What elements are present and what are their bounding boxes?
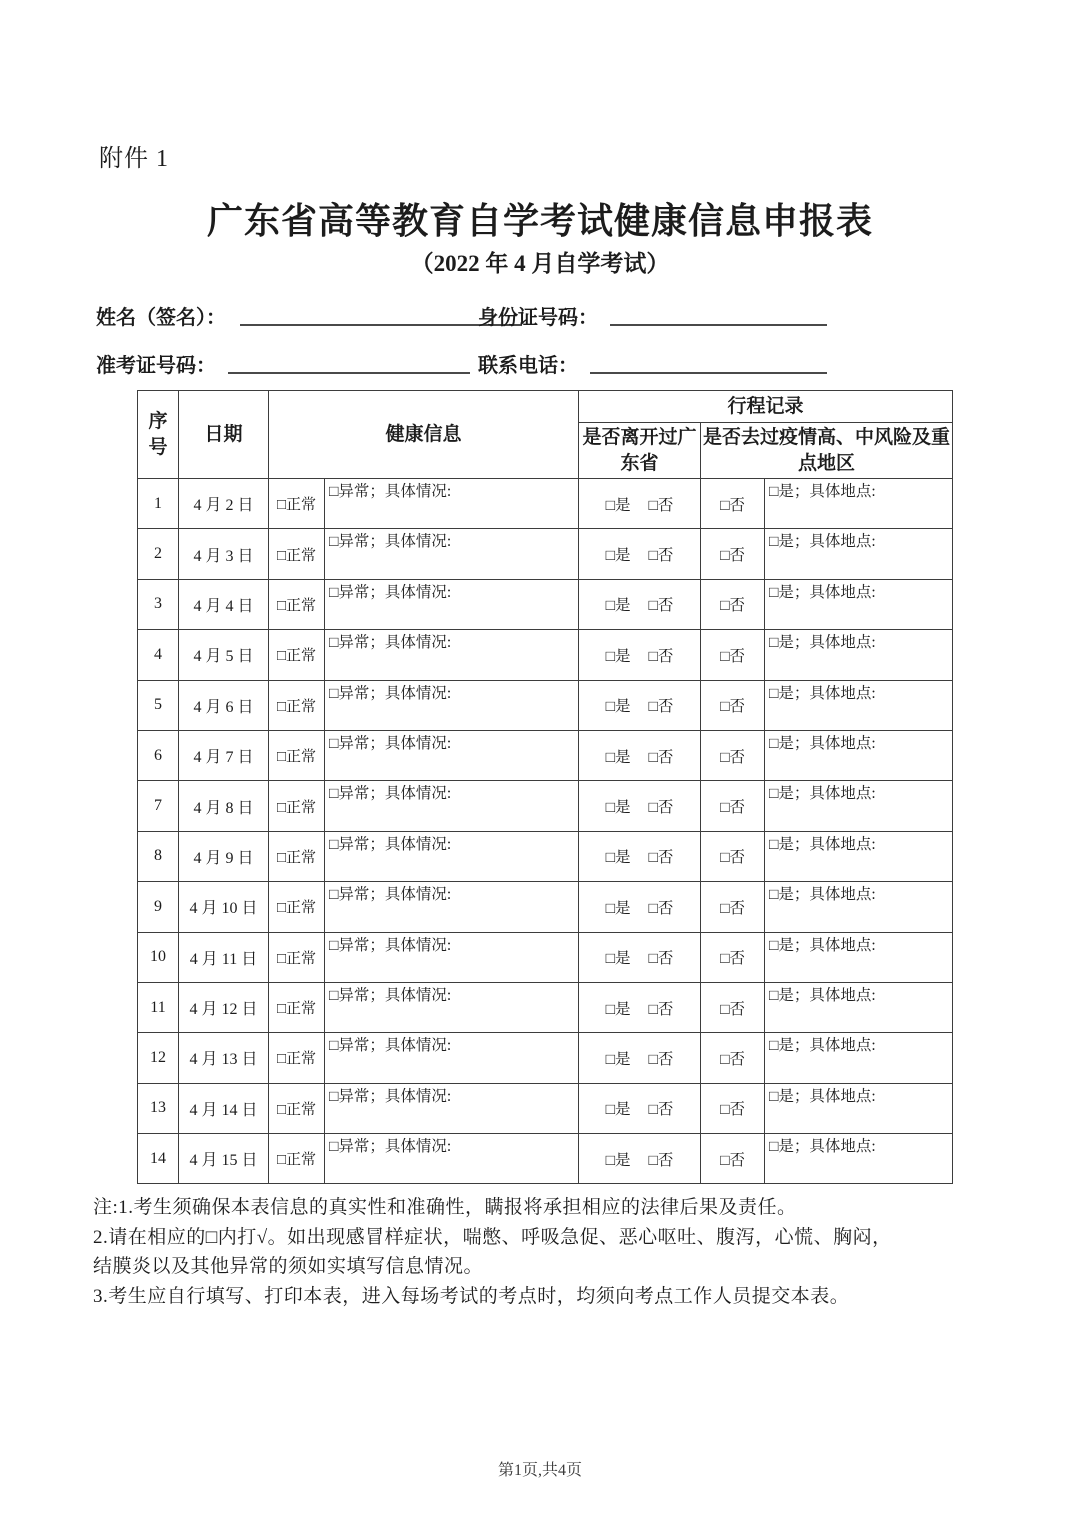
leave-guangdong-cell bbox=[579, 1033, 701, 1083]
leave-yes-checkbox: □是 bbox=[605, 799, 631, 817]
table-row bbox=[138, 831, 953, 881]
table-row bbox=[138, 479, 953, 529]
risk-no-checkbox-cell: □否 bbox=[701, 680, 765, 730]
risk-yes-location-cell: □是；具体地点: bbox=[765, 1033, 953, 1083]
leave-no-checkbox: □否 bbox=[648, 597, 674, 615]
health-abnormal-details-cell: □异常；具体情况: bbox=[325, 579, 579, 629]
health-abnormal-details-cell: □异常；具体情况: bbox=[325, 781, 579, 831]
risk-yes-location-cell: □是；具体地点: bbox=[765, 630, 953, 680]
leave-guangdong-cell bbox=[579, 529, 701, 579]
risk-yes-location-cell: □是；具体地点: bbox=[765, 831, 953, 881]
header-travel-record: 行程记录 bbox=[579, 391, 953, 423]
leave-no-checkbox: □否 bbox=[648, 1151, 674, 1169]
row-seq-cell: 10 bbox=[138, 932, 179, 982]
row-seq-cell: 14 bbox=[138, 1134, 179, 1184]
health-normal-checkbox-cell: □正常 bbox=[269, 529, 325, 579]
risk-yes-location-cell: □是；具体地点: bbox=[765, 529, 953, 579]
leave-no-checkbox: □否 bbox=[648, 799, 674, 817]
row-seq-cell: 4 bbox=[138, 630, 179, 680]
leave-yes-checkbox: □是 bbox=[605, 849, 631, 867]
leave-no-checkbox: □否 bbox=[648, 899, 674, 917]
health-declaration-table bbox=[137, 390, 953, 1184]
leave-guangdong-cell bbox=[579, 579, 701, 629]
note-line: 结膜炎以及其他异常的须如实填写信息情况。 bbox=[93, 1256, 484, 1277]
leave-guangdong-cell bbox=[579, 982, 701, 1032]
leave-guangdong-cell bbox=[579, 1134, 701, 1184]
leave-yes-checkbox: □是 bbox=[605, 698, 631, 716]
risk-no-checkbox-cell: □否 bbox=[701, 630, 765, 680]
table-row bbox=[138, 579, 953, 629]
note-line: 2.请在相应的□内打√。如出现感冒样症状，喘憋、呼吸急促、恶心呕吐、腹泻，心慌、胸闷， bbox=[93, 1226, 892, 1248]
leave-no-checkbox: □否 bbox=[648, 748, 674, 766]
row-date-cell: 4 月 8 日 bbox=[179, 781, 269, 831]
leave-yes-checkbox: □是 bbox=[605, 1151, 631, 1169]
health-abnormal-details-cell: □异常；具体情况: bbox=[325, 1033, 579, 1083]
row-date-cell: 4 月 15 日 bbox=[179, 1134, 269, 1184]
leave-guangdong-cell bbox=[579, 781, 701, 831]
risk-yes-location-cell: □是；具体地点: bbox=[765, 932, 953, 982]
header-risk-area: 是否去过疫情高、中风险及重点地区 bbox=[701, 423, 953, 479]
row-date-cell: 4 月 4 日 bbox=[179, 579, 269, 629]
table-row bbox=[138, 680, 953, 730]
risk-no-checkbox-cell: □否 bbox=[701, 1033, 765, 1083]
row-seq-cell: 12 bbox=[138, 1033, 179, 1083]
leave-no-checkbox: □否 bbox=[648, 950, 674, 968]
risk-yes-location-cell: □是；具体地点: bbox=[765, 579, 953, 629]
table-row bbox=[138, 1083, 953, 1133]
health-normal-checkbox-cell: □正常 bbox=[269, 882, 325, 932]
leave-guangdong-cell bbox=[579, 1083, 701, 1133]
risk-yes-location-cell: □是；具体地点: bbox=[765, 781, 953, 831]
leave-yes-checkbox: □是 bbox=[605, 950, 631, 968]
table-row bbox=[138, 781, 953, 831]
table-row bbox=[138, 982, 953, 1032]
risk-yes-location-cell: □是；具体地点: bbox=[765, 882, 953, 932]
row-seq-cell: 8 bbox=[138, 831, 179, 881]
name-field-label: 姓名（签名）： bbox=[96, 307, 226, 329]
risk-no-checkbox-cell: □否 bbox=[701, 1083, 765, 1133]
leave-guangdong-cell bbox=[579, 932, 701, 982]
risk-yes-location-cell: □是；具体地点: bbox=[765, 479, 953, 529]
leave-yes-checkbox: □是 bbox=[605, 496, 631, 514]
health-abnormal-details-cell: □异常；具体情况: bbox=[325, 630, 579, 680]
leave-yes-checkbox: □是 bbox=[605, 1050, 631, 1068]
leave-yes-checkbox: □是 bbox=[605, 597, 631, 615]
leave-no-checkbox: □否 bbox=[648, 698, 674, 716]
row-date-cell: 4 月 7 日 bbox=[179, 730, 269, 780]
id-number-field-label: 身份证号码： bbox=[478, 307, 598, 329]
leave-no-checkbox: □否 bbox=[648, 1000, 674, 1018]
header-leave-guangdong: 是否离开过广东省 bbox=[579, 423, 701, 479]
table-row bbox=[138, 529, 953, 579]
health-abnormal-details-cell: □异常；具体情况: bbox=[325, 730, 579, 780]
health-abnormal-details-cell: □异常；具体情况: bbox=[325, 932, 579, 982]
table-row bbox=[138, 1033, 953, 1083]
risk-no-checkbox-cell: □否 bbox=[701, 781, 765, 831]
row-date-cell: 4 月 11 日 bbox=[179, 932, 269, 982]
health-normal-checkbox-cell: □正常 bbox=[269, 680, 325, 730]
header-date: 日期 bbox=[179, 391, 269, 479]
phone-input-line bbox=[590, 351, 827, 374]
note-line: 注:1.考生须确保本表信息的真实性和准确性，瞒报将承担相应的法律后果及责任。 bbox=[93, 1197, 797, 1218]
leave-guangdong-cell bbox=[579, 479, 701, 529]
risk-no-checkbox-cell: □否 bbox=[701, 529, 765, 579]
health-abnormal-details-cell: □异常；具体情况: bbox=[325, 529, 579, 579]
health-normal-checkbox-cell: □正常 bbox=[269, 730, 325, 780]
row-seq-cell: 11 bbox=[138, 982, 179, 1032]
leave-no-checkbox: □否 bbox=[648, 547, 674, 565]
health-abnormal-details-cell: □异常；具体情况: bbox=[325, 1083, 579, 1133]
health-normal-checkbox-cell: □正常 bbox=[269, 831, 325, 881]
table-row bbox=[138, 630, 953, 680]
header-seq: 序号 bbox=[138, 391, 179, 479]
risk-no-checkbox-cell: □否 bbox=[701, 579, 765, 629]
risk-yes-location-cell: □是；具体地点: bbox=[765, 1083, 953, 1133]
row-seq-cell: 9 bbox=[138, 882, 179, 932]
leave-yes-checkbox: □是 bbox=[605, 547, 631, 565]
phone-field-label: 联系电话： bbox=[478, 355, 578, 377]
leave-guangdong-cell bbox=[579, 831, 701, 881]
leave-yes-checkbox: □是 bbox=[605, 899, 631, 917]
health-abnormal-details-cell: □异常；具体情况: bbox=[325, 831, 579, 881]
row-date-cell: 4 月 2 日 bbox=[179, 479, 269, 529]
row-seq-cell: 2 bbox=[138, 529, 179, 579]
health-abnormal-details-cell: □异常；具体情况: bbox=[325, 680, 579, 730]
row-seq-cell: 3 bbox=[138, 579, 179, 629]
row-date-cell: 4 月 13 日 bbox=[179, 1033, 269, 1083]
row-date-cell: 4 月 6 日 bbox=[179, 680, 269, 730]
health-normal-checkbox-cell: □正常 bbox=[269, 1083, 325, 1133]
page-subtitle: （2022 年 4 月自学考试） bbox=[410, 251, 670, 276]
leave-guangdong-cell bbox=[579, 730, 701, 780]
risk-yes-location-cell: □是；具体地点: bbox=[765, 730, 953, 780]
row-seq-cell: 6 bbox=[138, 730, 179, 780]
risk-no-checkbox-cell: □否 bbox=[701, 932, 765, 982]
ticket-number-field-label: 准考证号码： bbox=[96, 355, 216, 377]
row-seq-cell: 13 bbox=[138, 1083, 179, 1133]
health-normal-checkbox-cell: □正常 bbox=[269, 479, 325, 529]
risk-yes-location-cell: □是；具体地点: bbox=[765, 1134, 953, 1184]
leave-no-checkbox: □否 bbox=[648, 496, 674, 514]
row-date-cell: 4 月 12 日 bbox=[179, 982, 269, 1032]
row-date-cell: 4 月 5 日 bbox=[179, 630, 269, 680]
row-date-cell: 4 月 10 日 bbox=[179, 882, 269, 932]
risk-yes-location-cell: □是；具体地点: bbox=[765, 680, 953, 730]
header-row-top bbox=[138, 391, 953, 423]
health-normal-checkbox-cell: □正常 bbox=[269, 1134, 325, 1184]
leave-yes-checkbox: □是 bbox=[605, 1101, 631, 1119]
risk-no-checkbox-cell: □否 bbox=[701, 479, 765, 529]
header-health-info: 健康信息 bbox=[269, 391, 579, 479]
leave-guangdong-cell bbox=[579, 882, 701, 932]
leave-yes-checkbox: □是 bbox=[605, 748, 631, 766]
health-abnormal-details-cell: □异常；具体情况: bbox=[325, 882, 579, 932]
health-normal-checkbox-cell: □正常 bbox=[269, 1033, 325, 1083]
risk-yes-location-cell: □是；具体地点: bbox=[765, 982, 953, 1032]
id-number-input-line bbox=[610, 303, 827, 326]
table-body bbox=[138, 479, 953, 1184]
health-normal-checkbox-cell: □正常 bbox=[269, 781, 325, 831]
table-row bbox=[138, 932, 953, 982]
risk-no-checkbox-cell: □否 bbox=[701, 982, 765, 1032]
notes bbox=[93, 1193, 993, 1311]
row-seq-cell: 1 bbox=[138, 479, 179, 529]
risk-no-checkbox-cell: □否 bbox=[701, 1134, 765, 1184]
leave-no-checkbox: □否 bbox=[648, 647, 674, 665]
risk-no-checkbox-cell: □否 bbox=[701, 730, 765, 780]
row-date-cell: 4 月 9 日 bbox=[179, 831, 269, 881]
health-abnormal-details-cell: □异常；具体情况: bbox=[325, 479, 579, 529]
page-footer: 第1页,共4页 bbox=[497, 1462, 582, 1479]
health-normal-checkbox-cell: □正常 bbox=[269, 982, 325, 1032]
row-date-cell: 4 月 3 日 bbox=[179, 529, 269, 579]
row-seq-cell: 5 bbox=[138, 680, 179, 730]
leave-yes-checkbox: □是 bbox=[605, 1000, 631, 1018]
risk-no-checkbox-cell: □否 bbox=[701, 882, 765, 932]
leave-guangdong-cell bbox=[579, 680, 701, 730]
leave-yes-checkbox: □是 bbox=[605, 647, 631, 665]
ticket-number-input-line bbox=[228, 351, 470, 374]
risk-no-checkbox-cell: □否 bbox=[701, 831, 765, 881]
attachment-label: 附件 1 bbox=[99, 146, 169, 172]
leave-no-checkbox: □否 bbox=[648, 1101, 674, 1119]
table-row bbox=[138, 1134, 953, 1184]
note-line: 3.考生应自行填写、打印本表，进入每场考试的考点时，均须向考点工作人员提交本表。 bbox=[93, 1285, 850, 1307]
table-row bbox=[138, 730, 953, 780]
table-row bbox=[138, 882, 953, 932]
page-title: 广东省高等教育自学考试健康信息申报表 bbox=[206, 201, 873, 241]
health-normal-checkbox-cell: □正常 bbox=[269, 932, 325, 982]
leave-guangdong-cell bbox=[579, 630, 701, 680]
leave-no-checkbox: □否 bbox=[648, 849, 674, 867]
health-abnormal-details-cell: □异常；具体情况: bbox=[325, 982, 579, 1032]
leave-no-checkbox: □否 bbox=[648, 1050, 674, 1068]
health-normal-checkbox-cell: □正常 bbox=[269, 630, 325, 680]
row-date-cell: 4 月 14 日 bbox=[179, 1083, 269, 1133]
health-abnormal-details-cell: □异常；具体情况: bbox=[325, 1134, 579, 1184]
row-seq-cell: 7 bbox=[138, 781, 179, 831]
health-normal-checkbox-cell: □正常 bbox=[269, 579, 325, 629]
